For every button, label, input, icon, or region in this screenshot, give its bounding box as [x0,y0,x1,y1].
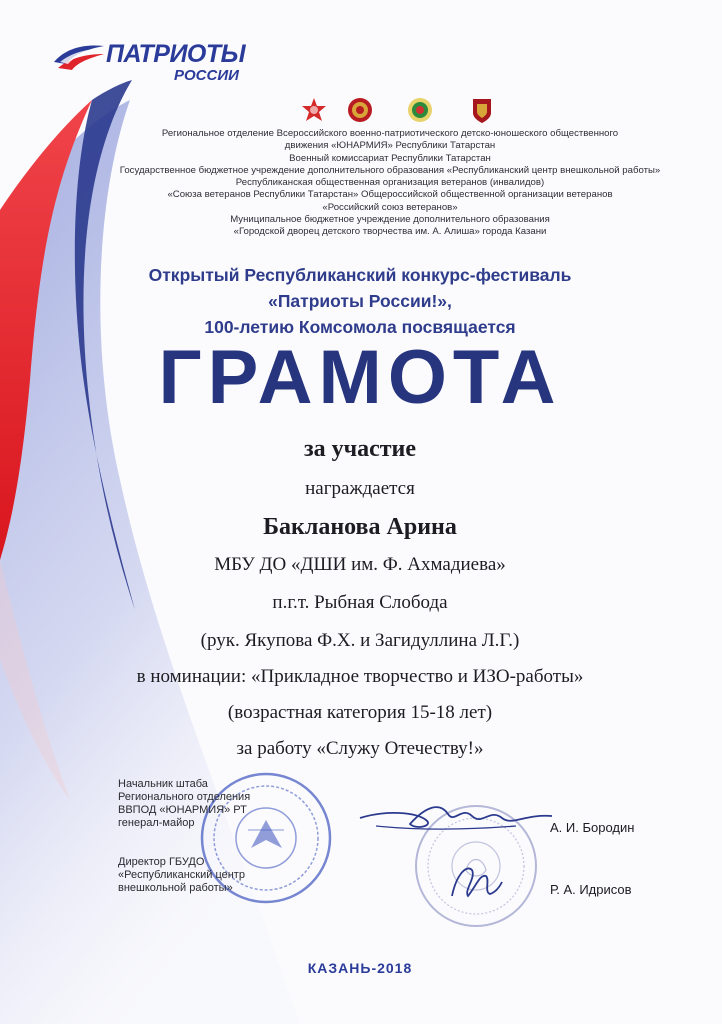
organizer-line: «Городской дворец детского творчества им. А. Алиша» города Казани [233,226,547,238]
red-coat-of-arms-icon [346,96,374,124]
organizers-list [95,128,685,239]
signatory-name: А. И. Бородин [550,820,635,835]
organizer-line: Государственное бюджетное учреждение дополнительного образования «Республиканский центр внешкольной работы» [119,164,661,176]
star-emblem-icon [300,96,328,124]
awarded-label: награждается [305,478,415,499]
veterans-emblem-icon [468,96,496,124]
logo-subtitle: РОССИИ [174,67,239,84]
organizer-line: Военный комиссариат Республики Татарстан [289,152,491,164]
school-name: МБУ ДО «ДШИ им. Ф. Ахмадиева» [214,554,506,575]
organizer-line: «Российский союз ветеранов» [322,201,458,213]
signatory-title: Начальник штаба Регионального отделения ВВПОД «ЮНАРМИЯ» РТ генерал-майор [118,778,251,829]
handwritten-signature-icon [446,856,506,906]
contest-line: Открытый Республиканский конкурс-фестиваль [148,265,572,285]
organizer-line: движения «ЮНАРМИЯ» Республики Татарстан [284,140,496,152]
flag-swoosh-icon [52,40,106,74]
organizer-line: Муниципальное бюджетное учреждение дополнительного образования [230,214,550,226]
for-participation: за участие [303,436,417,462]
signatory-title: Директор ГБУДО «Республиканский центр внешкольной работы» [118,856,245,894]
tatarstan-emblem-icon [406,96,434,124]
city-year-footer: КАЗАНЬ-2018 [307,960,413,976]
signatory-name: Р. А. Идрисов [550,882,632,897]
handwritten-signature-icon [356,796,556,842]
contest-title [60,262,660,340]
certificate-heading: ГРАМОТА [158,335,562,420]
work-title: за работу «Служу Отечеству!» [236,738,484,759]
nomination: в номинации: «Прикладное творчество и ИЗО-работы» [136,666,584,687]
recipient-name: Бакланова Арина [263,514,457,540]
logo-title: ПАТРИОТЫ [106,40,246,68]
organizer-line: «Союза ветеранов Республики Татарстан» Общероссийской общественной организации ветеранов [167,189,613,201]
contest-line: 100-летию Комсомола посвящается [204,317,516,337]
contest-line: «Патриоты России!», [268,291,452,311]
organizer-line: Республиканская общественная организация ветеранов (инвалидов) [235,177,545,189]
supervisors: (рук. Якупова Ф.Х. и Загидуллина Л.Г.) [200,630,520,651]
settlement: п.г.т. Рыбная Слобода [272,592,448,613]
patriots-logo [52,38,262,88]
emblems-row [300,96,500,126]
age-category: (возрастная категория 15-18 лет) [227,702,493,723]
organizer-line: Региональное отделение Всероссийского военно-патриотического детско-юношеского общественного [161,128,619,139]
